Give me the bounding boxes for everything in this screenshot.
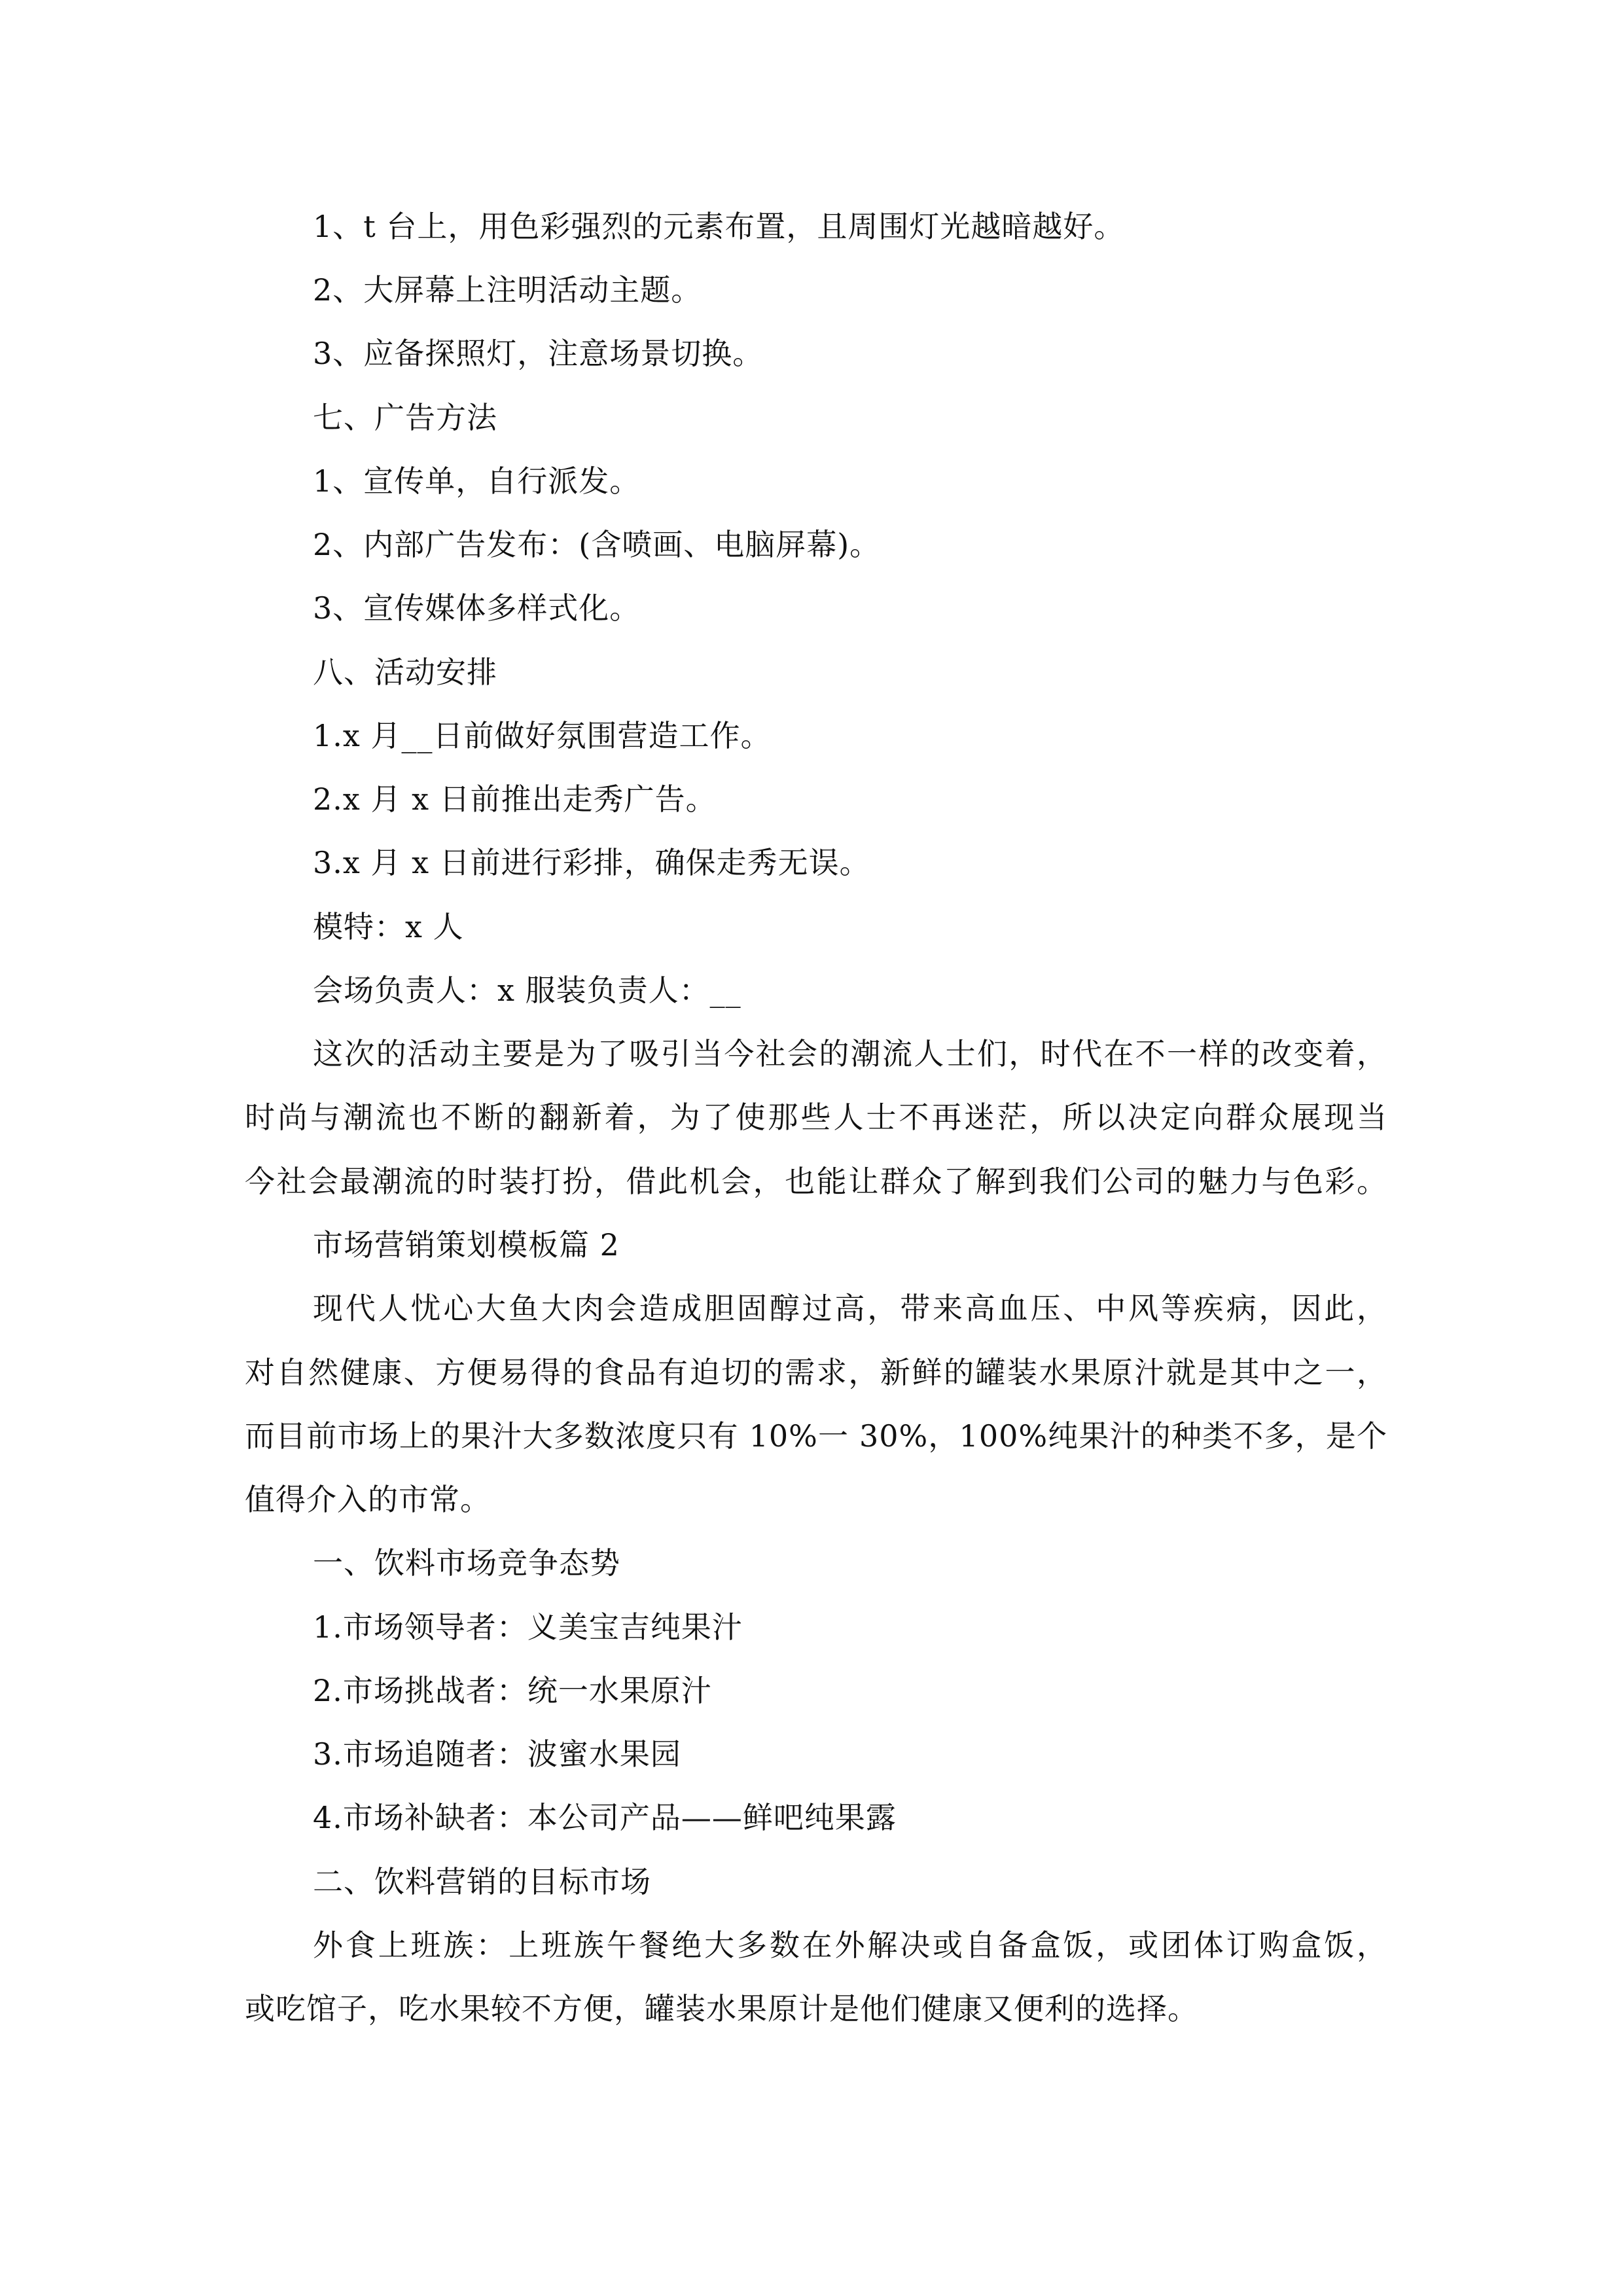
text-line: 模特：x 人 (313, 909, 464, 944)
text-line: 1、t 台上，用色彩强烈的元素布置，且周围灯光越暗越好。 (313, 209, 1125, 244)
text-line: 2、大屏幕上注明活动主题。 (313, 272, 702, 308)
paragraph-line: 这次的活动主要是为了吸引当今社会的潮流人士们，时代在不一样的改变着， (313, 1036, 1387, 1071)
text-line: 3、应备探照灯，注意场景切换。 (313, 336, 764, 371)
paragraph-line: 值得介入的市常。 (245, 1482, 491, 1517)
text-line: 1.x 月__日前做好氛围营造工作。 (313, 718, 772, 753)
section-heading: 七、广告方法 (313, 400, 497, 435)
paragraph-line: 今社会最潮流的时装打扮，借此机会，也能让群众了解到我们公司的魅力与色彩。 (245, 1164, 1387, 1199)
text-line: 4.市场补缺者：本公司产品——鲜吧纯果露 (313, 1800, 897, 1835)
text-line: 2.市场挑战者：统一水果原汁 (313, 1673, 712, 1708)
section-heading: 八、活动安排 (313, 655, 497, 690)
paragraph-line: 现代人忧心大鱼大肉会造成胆固醇过高，带来高血压、中风等疾病，因此， (313, 1291, 1387, 1326)
paragraph-line: 外食上班族：上班族午餐绝大多数在外解决或自备盒饭，或团体订购盒饭， (313, 1928, 1387, 1963)
section-title: 市场营销策划模板篇 2 (313, 1227, 620, 1263)
section-heading: 二、饮料营销的目标市场 (313, 1864, 651, 1899)
text-line: 2.x 月 x 日前推出走秀广告。 (313, 781, 717, 817)
paragraph-line: 或吃馆子，吃水果较不方便，罐装水果原计是他们健康又便利的选择。 (245, 1991, 1198, 2026)
text-line: 3.市场追随者：波蜜水果园 (313, 1736, 681, 1772)
paragraph-line: 对自然健康、方便易得的食品有迫切的需求，新鲜的罐装水果原汁就是其中之一， (245, 1355, 1387, 1390)
text-line: 2、内部广告发布：(含喷画、电脑屏幕)。 (313, 527, 881, 562)
text-line: 1.市场领导者：义美宝吉纯果汁 (313, 1609, 743, 1645)
text-line: 会场负责人：x 服装负责人：__ (313, 973, 741, 1008)
paragraph-line: 时尚与潮流也不断的翻新着，为了使那些人士不再迷茫，所以决定向群众展现当 (245, 1100, 1387, 1135)
paragraph-line: 而目前市场上的果汁大多数浓度只有 10%一 30%，100%纯果汁的种类不多，是个 (245, 1418, 1387, 1454)
text-line: 1、宣传单，自行派发。 (313, 463, 641, 499)
section-heading: 一、饮料市场竞争态势 (313, 1545, 620, 1581)
text-line: 3、宣传媒体多样式化。 (313, 590, 641, 626)
text-line: 3.x 月 x 日前进行彩排，确保走秀无误。 (313, 845, 870, 880)
